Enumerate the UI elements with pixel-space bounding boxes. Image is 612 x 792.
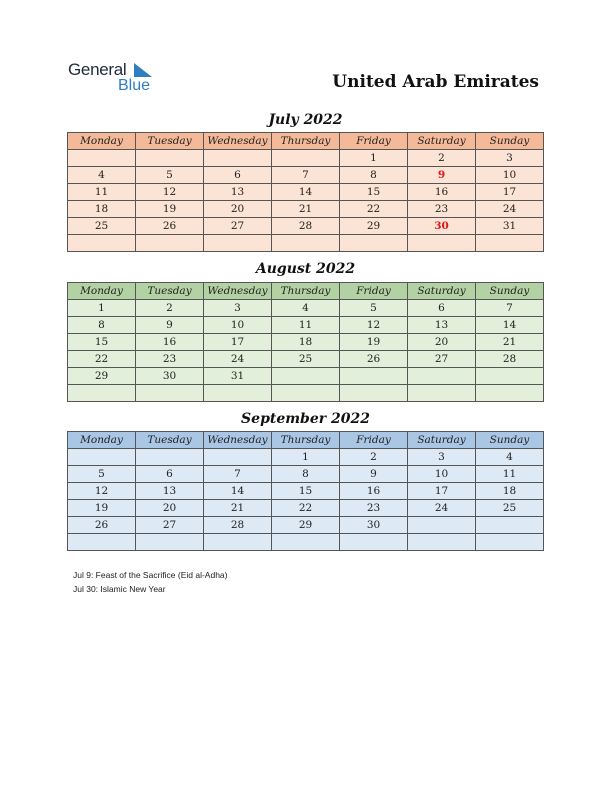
day-cell: 9 [340,466,408,483]
day-cell: 20 [204,201,272,218]
day-cell: 1 [272,449,340,466]
day-cell: 30 [136,368,204,385]
day-cell: 3 [204,300,272,317]
logo-text-blue: Blue [118,77,151,94]
day-cell: 28 [476,351,544,368]
day-cell [476,385,544,402]
day-cell: 17 [204,334,272,351]
day-cell: 8 [68,317,136,334]
day-cell [136,385,204,402]
day-cell [408,534,476,551]
day-cell: 23 [136,351,204,368]
day-cell [272,534,340,551]
day-cell: 13 [204,184,272,201]
day-cell: 12 [340,317,408,334]
day-cell: 20 [136,500,204,517]
day-cell [272,368,340,385]
day-cell [476,368,544,385]
weekday-header: Friday [340,283,408,300]
day-cell [272,385,340,402]
day-cell: 25 [68,218,136,235]
day-cell: 24 [204,351,272,368]
day-cell: 30 [340,517,408,534]
calendar-august [67,282,544,402]
week-row [68,351,544,368]
day-cell [68,235,136,252]
day-cell [476,517,544,534]
day-cell: 5 [340,300,408,317]
day-cell: 10 [408,466,476,483]
day-cell: 13 [136,483,204,500]
day-cell: 25 [272,351,340,368]
weekday-header: Tuesday [136,283,204,300]
month-title-august: August 2022 [255,261,356,277]
day-cell [204,385,272,402]
day-cell: 14 [204,483,272,500]
day-cell: 24 [408,500,476,517]
day-cell: 3 [476,150,544,167]
generalblue-logo [68,60,168,96]
day-cell [136,150,204,167]
weekday-header: Sunday [476,283,544,300]
day-cell: 16 [408,184,476,201]
day-cell: 9 [136,317,204,334]
day-cell: 27 [204,218,272,235]
week-row [68,334,544,351]
day-cell: 18 [272,334,340,351]
day-cell: 9 [408,167,476,184]
week-row [68,150,544,167]
week-row [68,300,544,317]
day-cell: 28 [204,517,272,534]
day-cell: 13 [408,317,476,334]
week-row [68,235,544,252]
day-cell: 7 [204,466,272,483]
day-cell: 25 [476,500,544,517]
day-cell: 18 [476,483,544,500]
weekday-header: Sunday [476,432,544,449]
day-cell: 31 [204,368,272,385]
day-cell: 11 [272,317,340,334]
week-row [68,167,544,184]
month-title-july: July 2022 [268,112,343,128]
weekday-header-row [68,432,544,449]
day-cell: 20 [408,334,476,351]
week-row [68,483,544,500]
day-cell: 29 [68,368,136,385]
day-cell [272,235,340,252]
week-row [68,449,544,466]
day-cell: 15 [68,334,136,351]
day-cell: 26 [68,517,136,534]
day-cell: 7 [272,167,340,184]
day-cell [476,235,544,252]
day-cell: 12 [68,483,136,500]
day-cell: 14 [476,317,544,334]
calendar-july [67,132,544,252]
day-cell: 21 [204,500,272,517]
week-row [68,184,544,201]
day-cell [408,517,476,534]
day-cell: 7 [476,300,544,317]
day-cell: 27 [136,517,204,534]
day-cell: 4 [272,300,340,317]
week-row [68,368,544,385]
week-row [68,517,544,534]
day-cell: 15 [272,483,340,500]
day-cell: 23 [408,201,476,218]
weekday-header: Friday [340,432,408,449]
day-cell: 22 [68,351,136,368]
day-cell: 15 [340,184,408,201]
day-cell: 19 [136,201,204,218]
weekday-header: Wednesday [204,432,272,449]
holiday-notes [73,568,228,596]
day-cell: 21 [272,201,340,218]
weekday-header-row [68,283,544,300]
weekday-header: Saturday [408,283,476,300]
weekday-header: Thursday [272,283,340,300]
day-cell: 19 [68,500,136,517]
day-cell: 29 [340,218,408,235]
day-cell [340,385,408,402]
day-cell: 27 [408,351,476,368]
day-cell [204,449,272,466]
month-title-september: September 2022 [241,411,370,427]
day-cell [204,235,272,252]
day-cell [68,449,136,466]
weekday-header: Tuesday [136,432,204,449]
day-cell: 28 [272,218,340,235]
day-cell [136,449,204,466]
weekday-header: Thursday [272,432,340,449]
day-cell [476,534,544,551]
day-cell: 19 [340,334,408,351]
day-cell [340,235,408,252]
day-cell [136,534,204,551]
weekday-header: Thursday [272,133,340,150]
day-cell: 6 [408,300,476,317]
day-cell: 21 [476,334,544,351]
day-cell: 14 [272,184,340,201]
day-cell: 11 [476,466,544,483]
day-cell: 24 [476,201,544,218]
day-cell: 31 [476,218,544,235]
weekday-header: Friday [340,133,408,150]
day-cell [408,385,476,402]
day-cell: 2 [408,150,476,167]
logo-triangle-icon [134,63,152,77]
day-cell [408,368,476,385]
day-cell: 2 [136,300,204,317]
day-cell: 26 [340,351,408,368]
day-cell: 8 [340,167,408,184]
day-cell: 23 [340,500,408,517]
day-cell: 30 [408,218,476,235]
day-cell [340,534,408,551]
holiday-note: Jul 9: Feast of the Sacrifice (Eid al-Adha) [73,570,228,580]
day-cell: 17 [408,483,476,500]
day-cell [68,534,136,551]
weekday-header: Saturday [408,432,476,449]
day-cell: 26 [136,218,204,235]
weekday-header: Tuesday [136,133,204,150]
week-row [68,218,544,235]
weekday-header: Wednesday [204,283,272,300]
holiday-note: Jul 30: Islamic New Year [73,584,166,594]
day-cell: 10 [476,167,544,184]
day-cell [204,150,272,167]
weekday-header: Monday [68,283,136,300]
day-cell [340,368,408,385]
day-cell: 22 [272,500,340,517]
day-cell: 16 [340,483,408,500]
calendar-september [67,431,544,551]
weekday-header-row [68,133,544,150]
day-cell: 1 [340,150,408,167]
day-cell: 10 [204,317,272,334]
weekday-header: Monday [68,432,136,449]
country-title: United Arab Emirates [332,72,539,92]
day-cell: 2 [340,449,408,466]
day-cell [136,235,204,252]
day-cell [68,150,136,167]
weekday-header: Sunday [476,133,544,150]
week-row [68,534,544,551]
day-cell: 5 [136,167,204,184]
day-cell: 8 [272,466,340,483]
day-cell [408,235,476,252]
day-cell: 6 [204,167,272,184]
logo-text-general: General [68,60,127,79]
day-cell: 6 [136,466,204,483]
weekday-header: Monday [68,133,136,150]
day-cell: 12 [136,184,204,201]
day-cell: 11 [68,184,136,201]
day-cell [272,150,340,167]
weekday-header: Wednesday [204,133,272,150]
week-row [68,201,544,218]
day-cell: 16 [136,334,204,351]
week-row [68,385,544,402]
day-cell [68,385,136,402]
day-cell: 22 [340,201,408,218]
day-cell: 1 [68,300,136,317]
week-row [68,466,544,483]
day-cell: 5 [68,466,136,483]
day-cell: 3 [408,449,476,466]
day-cell: 17 [476,184,544,201]
weekday-header: Saturday [408,133,476,150]
day-cell: 29 [272,517,340,534]
day-cell: 4 [68,167,136,184]
day-cell: 4 [476,449,544,466]
week-row [68,317,544,334]
week-row [68,500,544,517]
day-cell: 18 [68,201,136,218]
day-cell [204,534,272,551]
